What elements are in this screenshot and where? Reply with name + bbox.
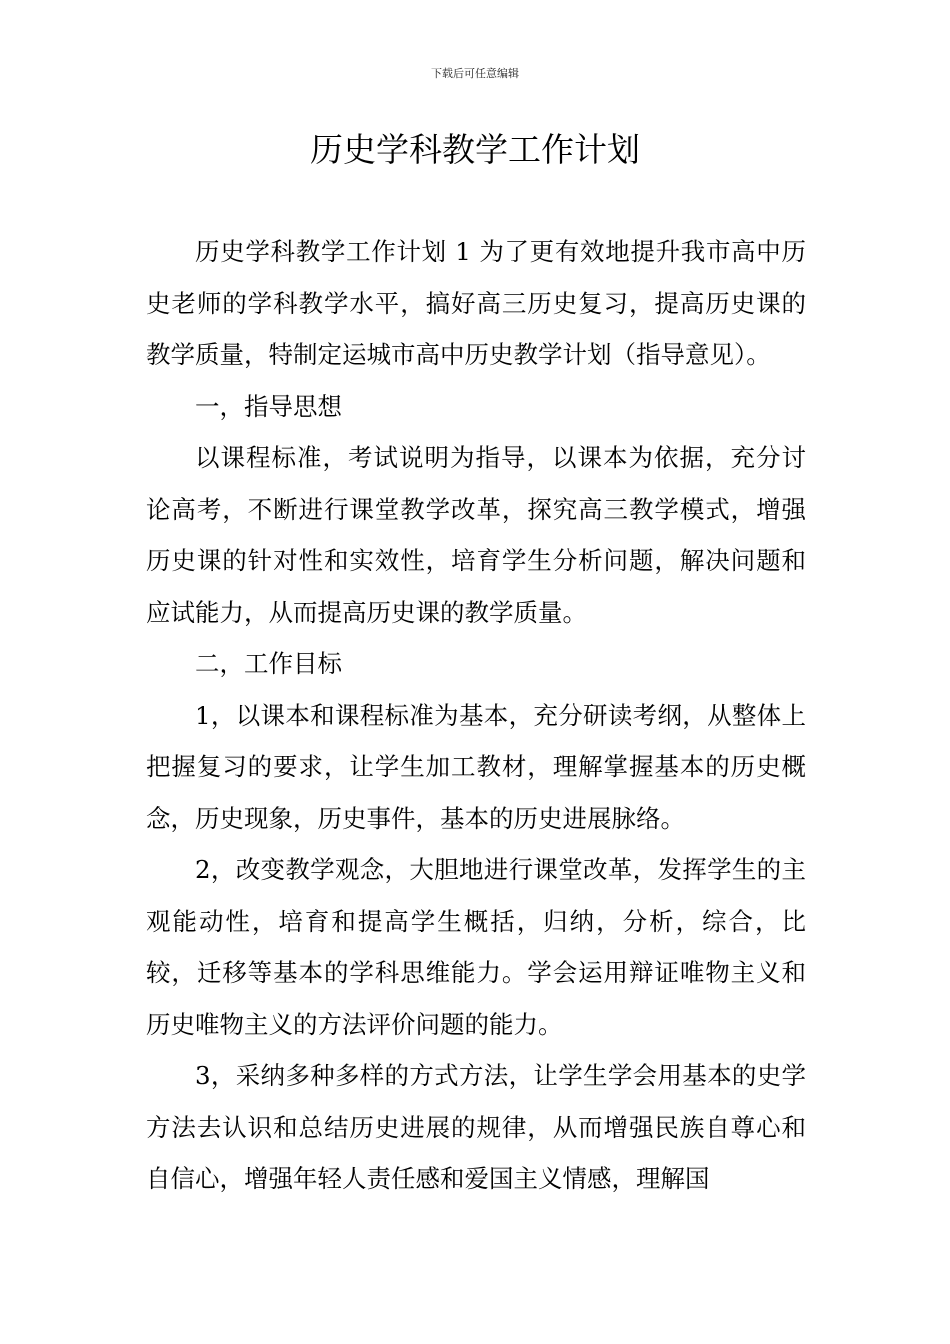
section-heading-guiding-ideology: 一，指导思想	[195, 391, 342, 421]
header-note: 下载后可任意编辑	[431, 67, 519, 80]
paragraph-guiding-ideology: 以课程标准，考试说明为指导，以课本为依据，充分讨论高考，不断进行课堂教学改革，探究高三教学模式，增强历史课的针对性和实效性，培育学生分析问题，解决问题和应试能力，从而提高历史课的教学质量。	[146, 443, 806, 627]
section-heading-work-goals: 二，工作目标	[195, 649, 342, 678]
document-title: 历史学科教学工作计划	[310, 130, 640, 169]
paragraph-goal-3: 3，采纳多种多样的方式方法，让学生学会用基本的史学方法去认识和总结历史进展的规律，从而增强民族自尊心和自信心，增强年轻人责任感和爱国主义情感，理解国	[146, 1061, 806, 1193]
paragraph-intro: 历史学科教学工作计划 1 为了更有效地提升我市高中历史老师的学科教学水平，搞好高三历史复习，提高历史课的教学质量，特制定运城市高中历史教学计划（指导意见）。	[146, 237, 806, 369]
paragraph-goal-2: 2，改变教学观念，大胆地进行课堂改革，发挥学生的主观能动性，培育和提高学生概括，归纳，分析，综合，比较，迁移等基本的学科思维能力。学会运用辩证唯物主义和历史唯物主义的方法评价问题的能力。	[146, 855, 806, 1039]
paragraph-goal-1: 1，以课本和课程标准为基本，充分研读考纲，从整体上把握复习的要求，让学生加工教材，理解掌握基本的历史概念，历史现象，历史事件，基本的历史进展脉络。	[146, 700, 806, 833]
document-body	[146, 226, 806, 1205]
